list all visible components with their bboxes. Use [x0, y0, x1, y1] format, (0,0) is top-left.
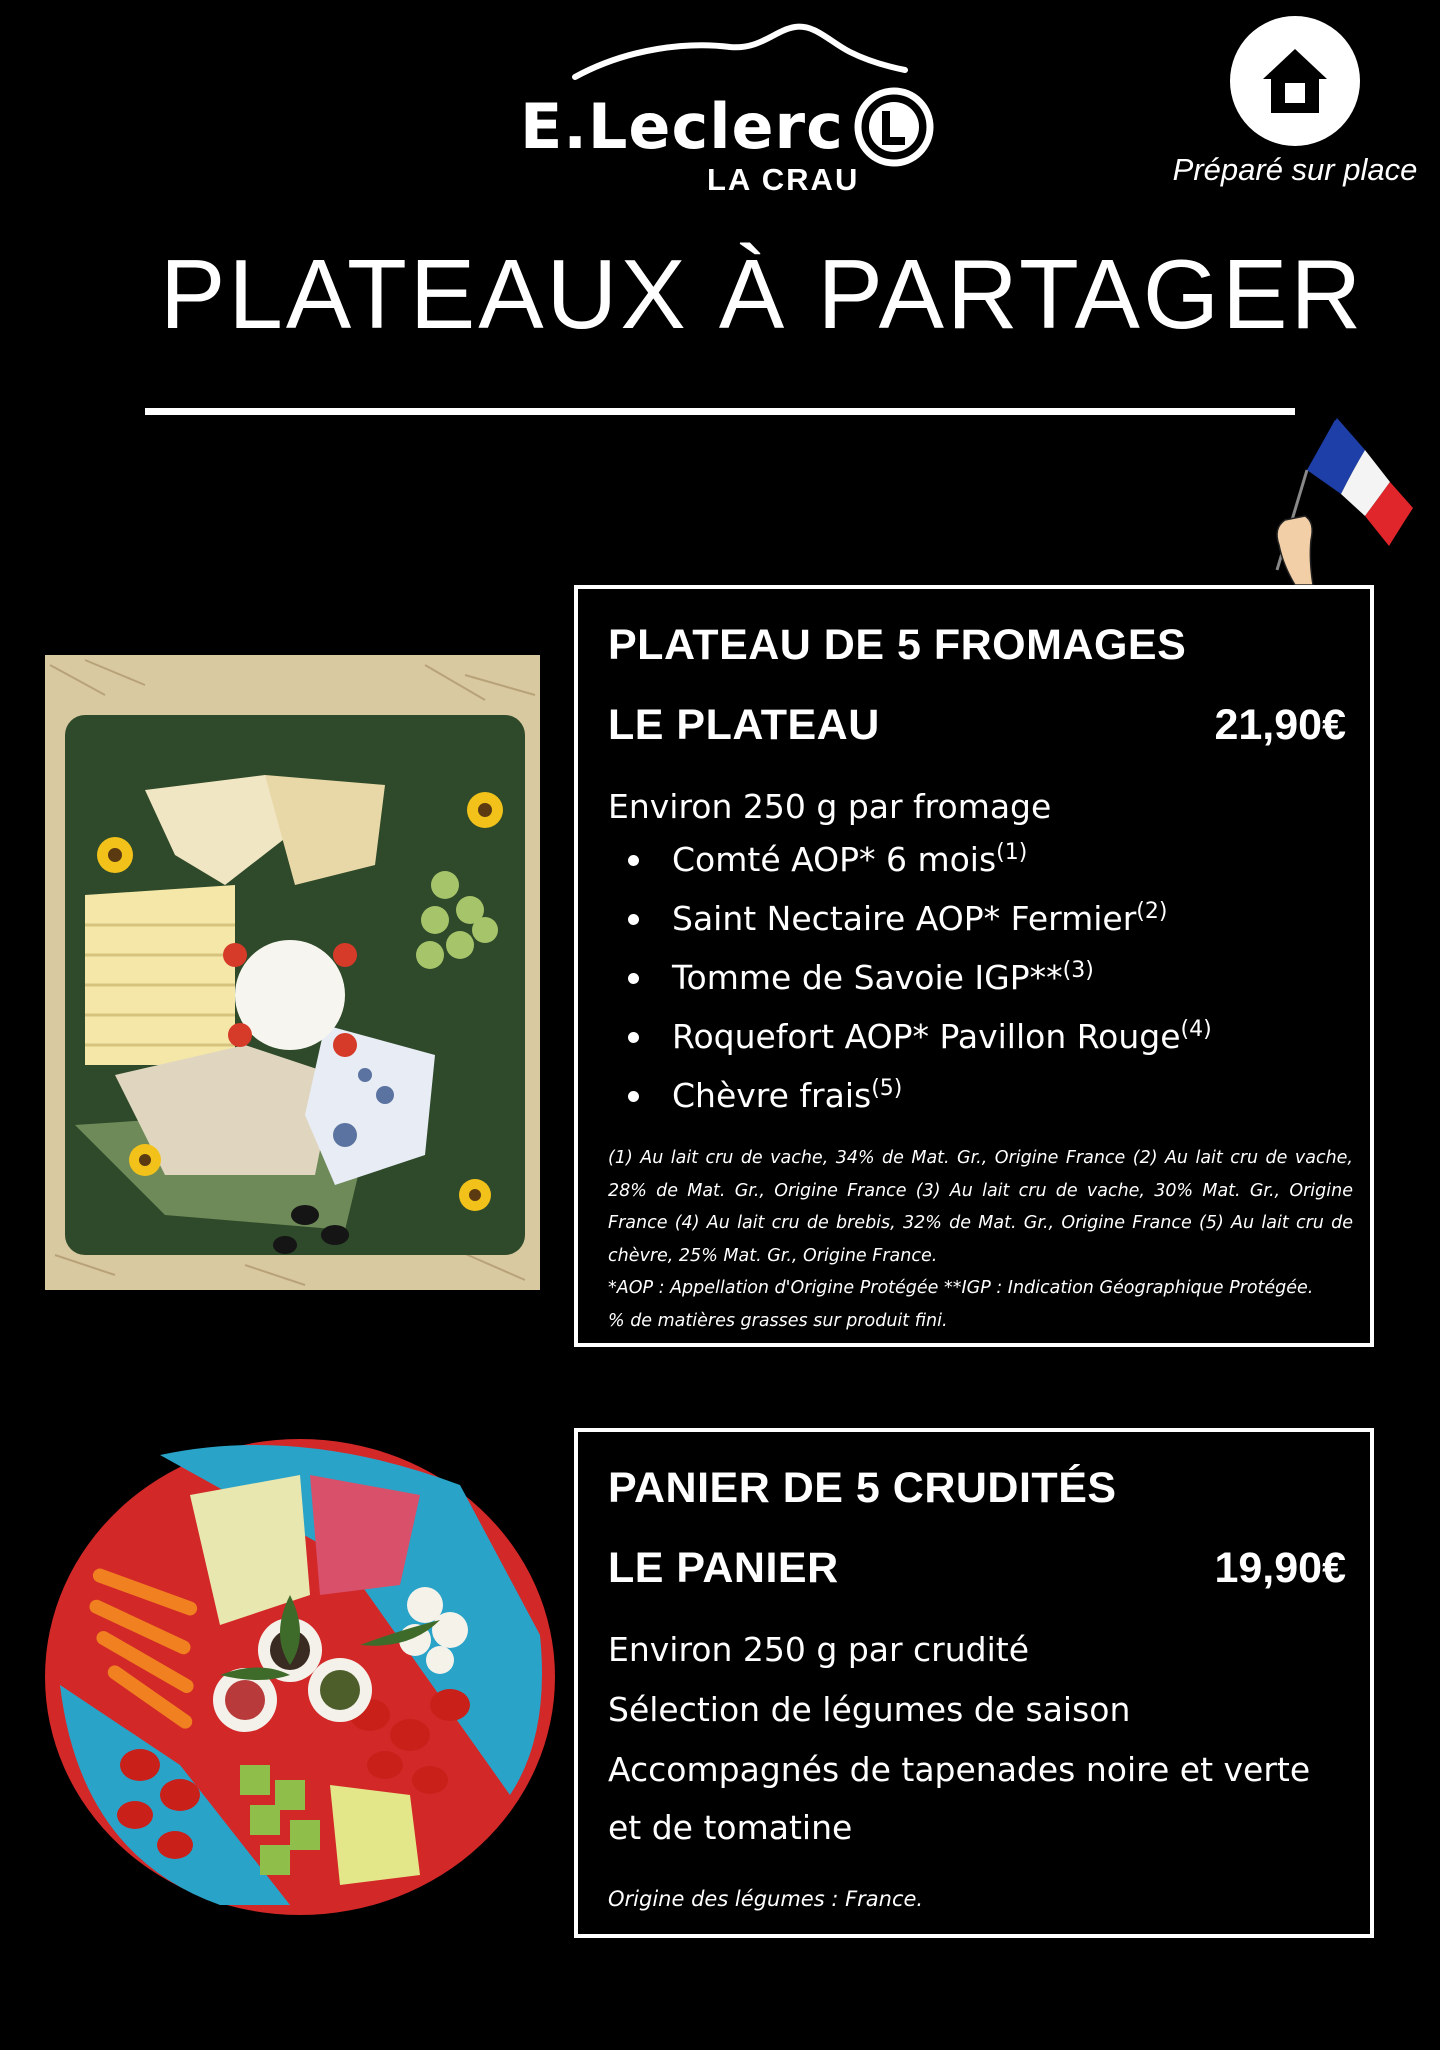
cheese-list	[626, 830, 1212, 1125]
list-item: Comté AOP* 6 mois$^{(1)}$	[626, 830, 1212, 889]
cheese-platter-card	[574, 585, 1374, 1347]
french-flag-icon	[1265, 410, 1415, 590]
list-item: Tomme de Savoie IGP**$^{(3)}$	[626, 948, 1212, 1007]
product-unit: LE PLATEAU	[608, 701, 880, 749]
house-icon-badge	[1230, 16, 1360, 146]
product-line: Sélection de légumes de saison	[608, 1690, 1131, 1729]
store-logo	[520, 22, 970, 197]
brand-name: E.Leclerc	[520, 90, 844, 163]
product-intro: Environ 250 g par fromage	[608, 787, 1052, 826]
product-name: PANIER DE 5 CRUDITÉS	[608, 1464, 1117, 1512]
footnotes-fat: % de matières grasses sur produit fini.	[608, 1310, 948, 1331]
leclerc-l-icon	[853, 86, 935, 168]
product-line: Environ 250 g par crudité	[608, 1630, 1030, 1669]
footnotes-origin: (1) Au lait cru de vache, 34% de Mat. Gr., Origine France (2) Au lait cru de vache, 28% de Mat. Gr., Origine France (3) Au lait cru de vache, 30% Mat. Gr., Origine France (4) Au lait cru de brebis, 32% de Mat. Gr., Origine France (5) Au lait cru de chèvre, 25% Mat. Gr., Origine France.	[608, 1148, 1353, 1266]
house-icon	[1255, 41, 1335, 121]
footnotes	[608, 1142, 1353, 1337]
prepared-on-site-label: Préparé sur place	[1172, 152, 1418, 187]
product-price: 21,90€	[1214, 701, 1346, 749]
brand-location: LA CRAU	[707, 162, 860, 197]
list-item: Saint Nectaire AOP* Fermier$^{(2)}$	[626, 889, 1212, 948]
title-divider	[145, 408, 1295, 415]
footnotes-abbreviations: *AOP : Appellation d'Origine Protégée **IGP : Indication Géographique Protégée.	[608, 1278, 1314, 1298]
cheese-platter-image	[45, 655, 540, 1290]
crudites-basket-image	[40, 1435, 560, 1920]
product-line: et de tomatine	[608, 1808, 853, 1847]
product-price: 19,90€	[1214, 1544, 1346, 1592]
crudites-basket-card	[574, 1428, 1374, 1938]
product-name: PLATEAU DE 5 FROMAGES	[608, 621, 1187, 669]
page-title: PLATEAUX À PARTAGER	[160, 239, 1365, 349]
product-unit: LE PANIER	[608, 1544, 839, 1592]
list-item: Roquefort AOP* Pavillon Rouge$^{(4)}$	[626, 1007, 1212, 1066]
product-line: Accompagnés de tapenades noire et verte	[608, 1750, 1311, 1789]
list-item: Chèvre frais$^{(5)}$	[626, 1066, 1212, 1125]
origin-note: Origine des légumes : France.	[608, 1887, 924, 1911]
logo-arc-icon	[570, 22, 910, 92]
